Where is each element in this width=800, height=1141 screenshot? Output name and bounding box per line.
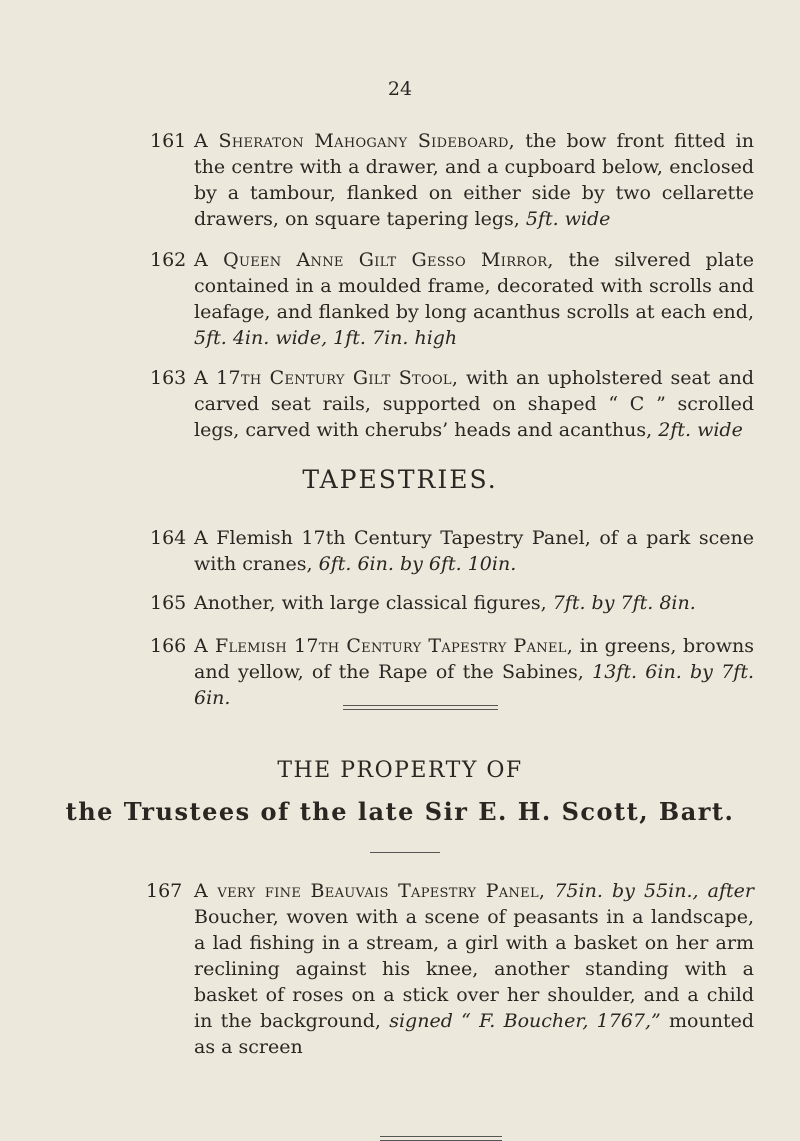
lot-text: A Flemish 17th Century Tapestry Panel, of a park scene with cranes, bbox=[194, 527, 754, 575]
lot-description bbox=[194, 247, 754, 351]
lot-dimensions: 6ft. 6in. by 6ft. 10in. bbox=[318, 553, 517, 575]
lot-title: A Flemish 17th Century Tapestry Panel, bbox=[194, 635, 574, 657]
lot-text: the silvered plate contained in a moulded frame, decorated with scrolls and leafage, and flanked by long acanthus scrolls at each end, bbox=[194, 249, 754, 323]
lot-text: the bow front fitted in the centre with a drawer, and a cupboard below, enclosed by a tambour, flanked on either side by two cellarette drawers, on square tapering legs, bbox=[194, 130, 754, 230]
lot-title: A Queen Anne Gilt Gesso Mirror, bbox=[194, 249, 554, 271]
lot-number: 164 bbox=[150, 527, 187, 549]
lot-description bbox=[194, 365, 754, 443]
property-owner: the Trustees of the late Sir E. H. Scott, Bart. bbox=[65, 797, 735, 826]
section-heading-tapestries: TAPESTRIES. bbox=[302, 465, 498, 494]
lot-description bbox=[194, 590, 754, 616]
property-heading: THE PROPERTY OF bbox=[277, 758, 523, 783]
lot-title: A Sheraton Mahogany Sideboard, bbox=[194, 130, 516, 152]
lot-number: 161 bbox=[150, 130, 187, 152]
lot-number: 166 bbox=[150, 635, 187, 657]
lot-number: 165 bbox=[150, 592, 187, 614]
lot-text-tail: mounted as a screen bbox=[194, 1010, 754, 1058]
lot-title: A 17th Century Gilt Stool, bbox=[194, 367, 459, 389]
lot-number: 167 bbox=[146, 880, 183, 902]
lot-title: A very fine Beauvais Tapestry Panel, bbox=[194, 880, 546, 902]
lot-number: 163 bbox=[150, 367, 187, 389]
lot-dimensions: 5ft. 4in. wide, 1ft. 7in. high bbox=[194, 327, 458, 349]
lot-text: Another, with large classical figures, bbox=[194, 592, 553, 614]
lot-number: 162 bbox=[150, 249, 187, 271]
lot-signature: signed “ F. Boucher, 1767,” bbox=[389, 1010, 661, 1032]
divider-rule-small bbox=[370, 852, 440, 853]
lot-description bbox=[194, 633, 754, 711]
lot-dimensions: 13ft. 6in. by 7ft. 6in. bbox=[194, 661, 754, 709]
lot-dimensions: 2ft. wide bbox=[658, 419, 743, 441]
lot-dimensions: 5ft. wide bbox=[525, 208, 611, 230]
lot-description bbox=[194, 525, 754, 577]
lot-description bbox=[194, 128, 754, 232]
lot-dimensions: 7ft. by 7ft. 8in. bbox=[552, 592, 696, 614]
lot-text: Boucher, woven with a scene of peasants in a landscape, a lad fishing in a stream, a girl with a basket on her arm reclining against his knee, another standing with a basket of roses on a stick over her shoulder, and a child in the background, bbox=[194, 906, 754, 1032]
lot-text: in greens, browns and yellow, of the Rape of the Sabines, bbox=[194, 635, 754, 683]
lot-dimensions: 75in. by 55in., after bbox=[545, 880, 754, 902]
divider-rule-bottom bbox=[380, 1136, 502, 1141]
lot-text: with an upholstered seat and carved seat rails, supported on shaped “ C ” scrolled legs, carved with cherubs’ heads and acanthus, bbox=[194, 367, 754, 441]
page-number: 24 bbox=[387, 78, 413, 100]
lot-description bbox=[194, 878, 754, 1060]
divider-rule bbox=[343, 705, 498, 710]
